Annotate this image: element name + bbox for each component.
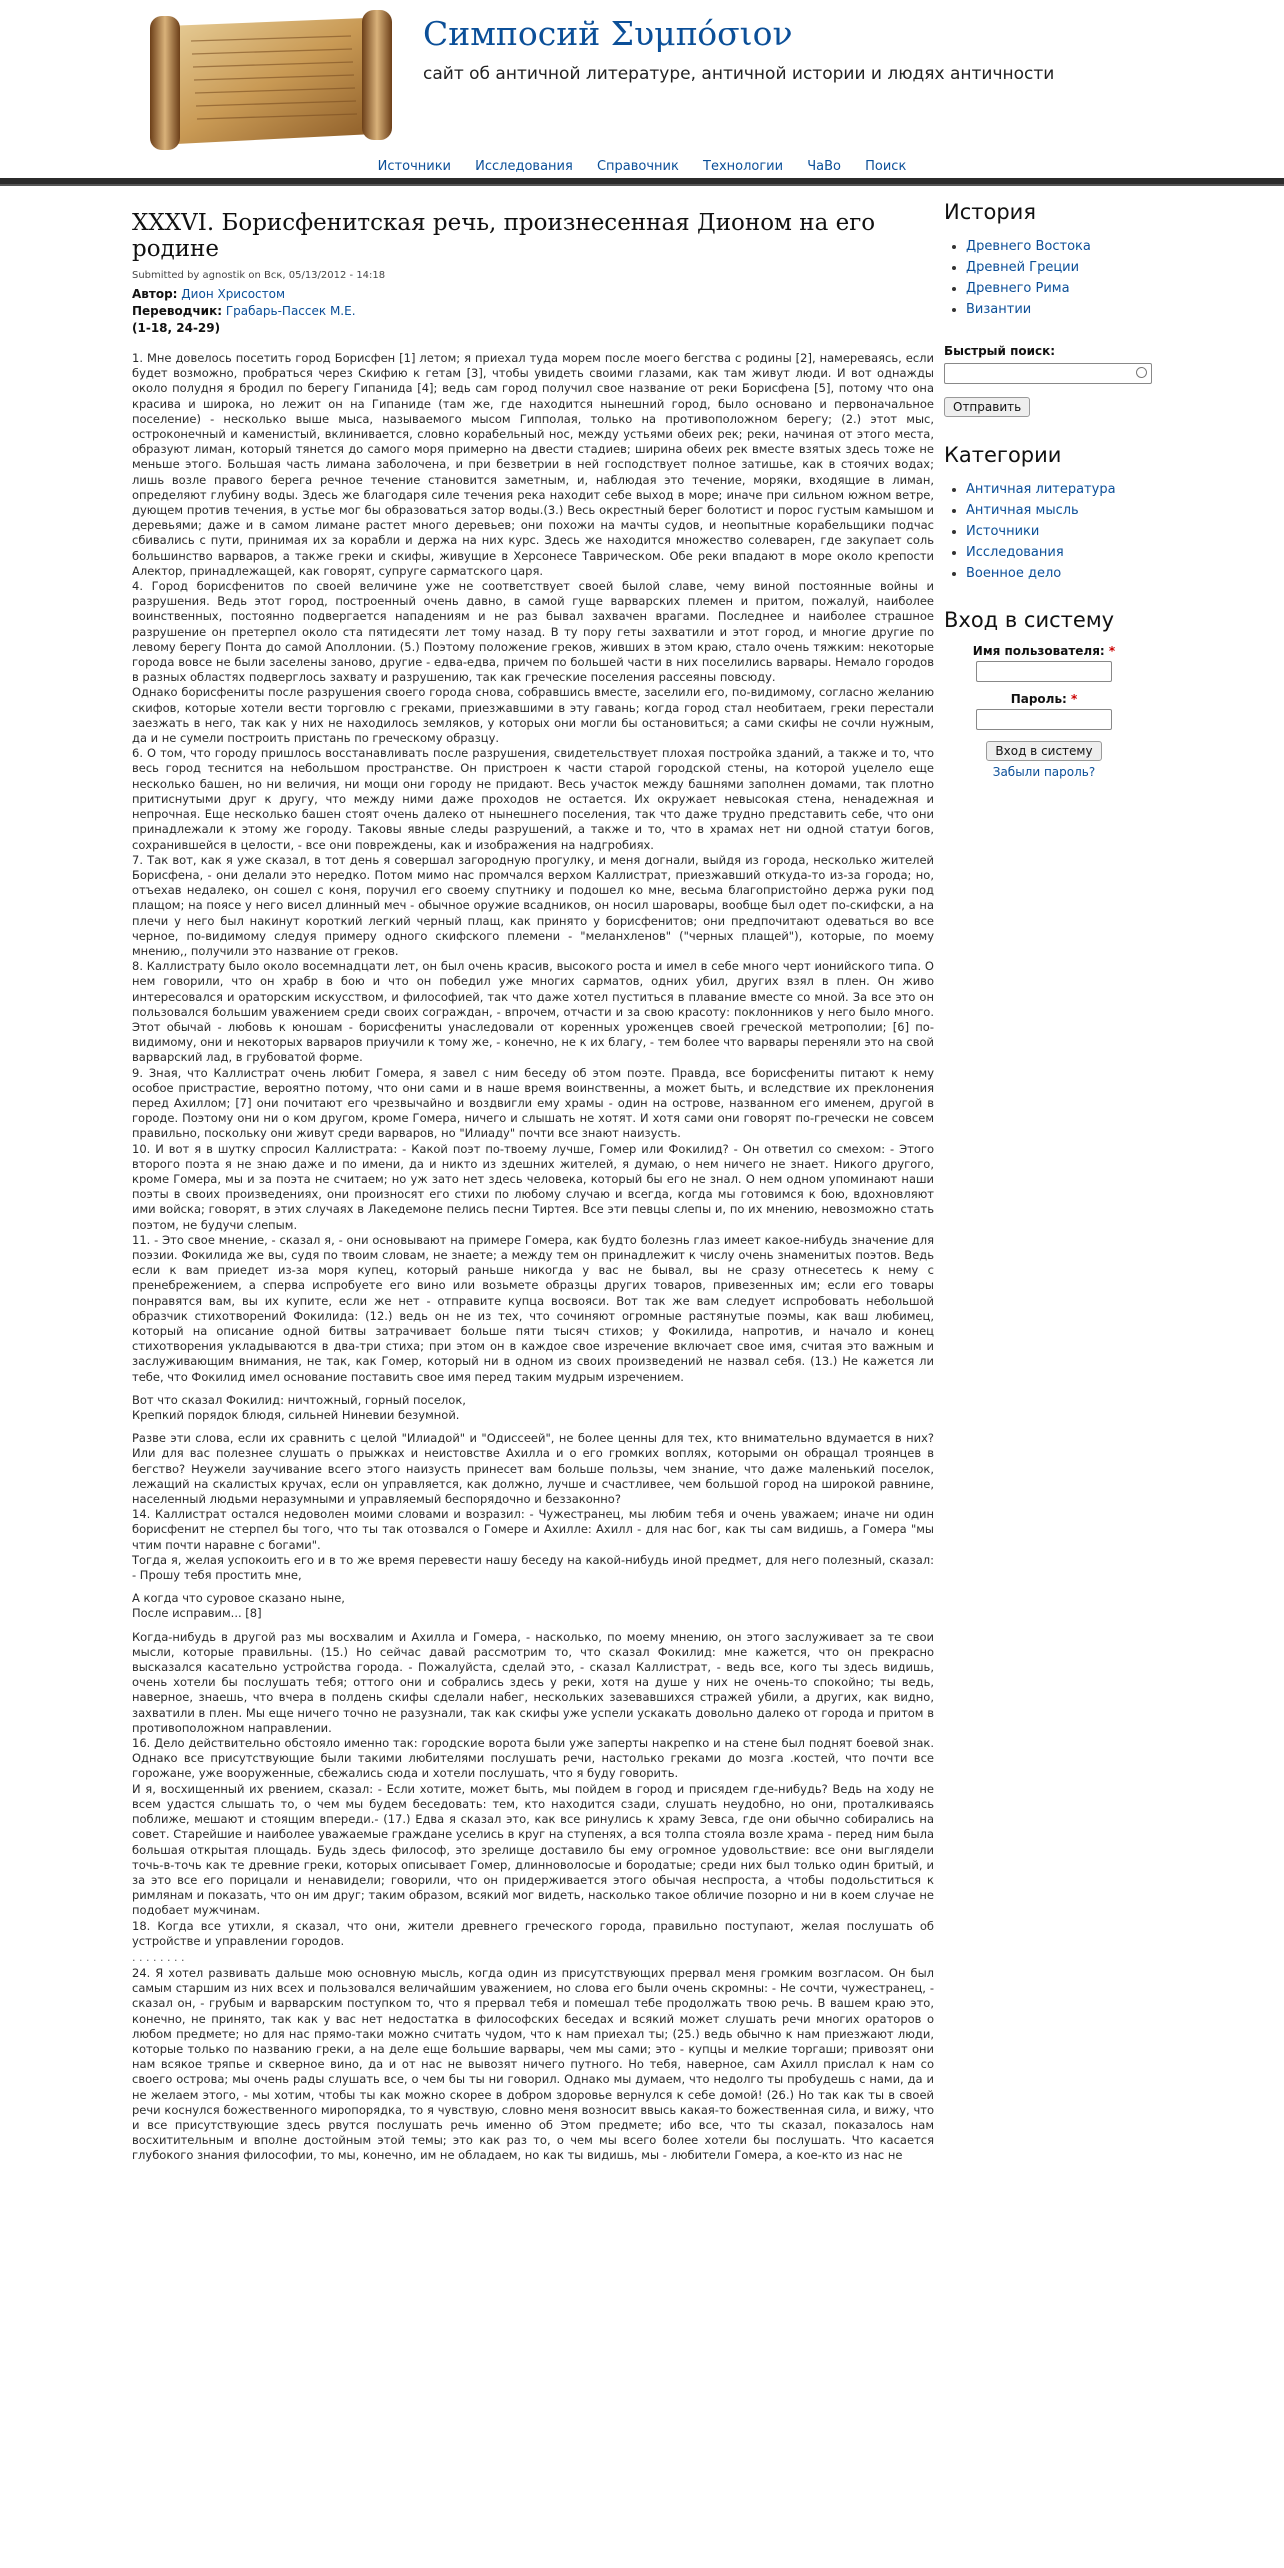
forgot-password-link[interactable]: Забыли пароль? bbox=[992, 764, 1096, 779]
menu-item-research[interactable]: Исследования bbox=[475, 159, 573, 174]
header-divider-bar bbox=[0, 178, 1284, 186]
search-submit-button[interactable]: Отправить bbox=[944, 397, 1030, 417]
category-item-literature[interactable]: Античная литература bbox=[966, 481, 1116, 497]
paragraph: 6. О том, что городу пришлось восстанавливать после разрушения, свидетельствует плохая постройка зданий, а также и то, что весь город теснится на небольшом пространстве. Он пристроен к части старой городской стены, на которой уцелело еще несколько башен, но ни величия, ни мощи они городу не придают. Весь участок между башнями заполнен домами, так плотно притиснутыми друг к другу, что между ними даже проходов не остается. Их окружает невысокая стена, ненадежная и непрочная. Еще несколько башен стоят очень далеко от нынешнего поселения, так что даже трудно представить себе, что они принадлежали к этому же городу. Таковы явные следы разрушений, а также и то, что в храмах нет ни одной статуи богов, сохранившейся в целости, - все они повреждены, как и изображения на надгробиях. bbox=[132, 746, 934, 852]
main-content bbox=[132, 210, 934, 2164]
verse-line: Вот что сказал Фокилид: ничтожный, горный поселок, bbox=[132, 1392, 466, 1407]
menu-item-reference[interactable]: Справочник bbox=[596, 159, 679, 174]
paragraph: 4. Город борисфенитов по своей величине уже не соответствует своей былой славе, чему виной постоянные войны и разрушения. Ведь этот город, построенный очень давно, в самой гуще варварских племен и притом, пожалуй, наиболее воинственных, постоянно подвергается нападениям и не раз бывал захвачен врагами. Последнее и наиболее страшное разрушение он претерпел около ста пятидесяти лет тому назад. В ту пору геты захватили и этот город, и многие другие по левому берегу Понта до самой Аполлонии. (5.) Поэтому положение греков, живших в этом краю, стало очень тяжким: некоторые города вовсе не были заселены заново, другие - едва-едва, причем по большей части в них поселились варвары. Немало городов в разных областях подверглось захвату и разрушению, так как греческие поселения рассеяны повсюду. bbox=[132, 579, 934, 685]
site-slogan: сайт об античной литературе, античной истории и людях античности bbox=[423, 64, 1055, 84]
history-item-greece[interactable]: Древней Греции bbox=[966, 260, 1080, 275]
verse-line: Крепкий порядок блюдя, сильней Ниневии безумной. bbox=[132, 1408, 460, 1423]
required-mark: * bbox=[1108, 643, 1116, 658]
main-menu bbox=[0, 159, 1284, 174]
paragraph: 11. - Это свое мнение, - сказал я, - они основывают на примере Гомера, как будто болезнь глаз имеет какое-нибудь значение для поэзии. Фокилида же вы, судя по твоим словам, не знаете; а между тем он принадлежит к числу очень знаменитых поэтов. Ведь если к вам приедет из-за моря купец, который раньше никогда у вас не бывал, вы не сразу отнесетесь к нему с пренебрежением, а сперва испробуете его вино или возьмете образцы других товаров, привезенных им; если его товары понравятся вам, вы их купите, если же нет - отправите купца восвояси. Вот так же вам следует испробовать небольшой образчик стихотворений Фокилида: (12.) ведь он не из тех, что сочиняют огромные растянутые поэмы, как ваш любимец, который на описание одной битвы затрачивает больше пяти тысяч стихов; у Фокилида, напротив, и начало и конец стихотворения укладываются в два-три стиха; при этом он в каждое свое изречение включает свое имя, считая это важным и заслуживающим внимания, не так, как Гомер, который ни в одном из своих произведений не назвал себя. (13.) Не кажется ли тебе, что Фокилид имел основание поставить свое имя перед таким мудрым изречением. bbox=[132, 1232, 934, 1384]
menu-item-search[interactable]: Поиск bbox=[865, 159, 907, 174]
forgot-password-item bbox=[944, 765, 1144, 779]
submitted-info: Submitted by agnostik on Вск, 05/13/2012 - 14:18 bbox=[132, 270, 386, 281]
paragraph: 9. Зная, что Каллистрат очень любит Гомера, я завел с ним беседу об этом поэте. Правда, все борисфениты питают к нему особое пристрастие, вероятно потому, что они сами и в наше время воинственны, а может быть, и вследствие их преклонения перед Ахиллом; [7] они почитают его чрезвычайно и воздвигли ему храмы - один на острове, названном его именем, другой в городе. Поэтому они ни о ком другом, кроме Гомера, ничего и слышать не хотят. И хотя сами они говорят по-гречески не совсем правильно, поскольку они живут среди варваров, но "Илиаду" почти все знают наизусть. bbox=[132, 1065, 934, 1141]
username-label: Имя пользователя: * bbox=[972, 643, 1116, 658]
category-item-research[interactable]: Исследования bbox=[966, 544, 1064, 560]
verse-line: После исправим... [8] bbox=[132, 1606, 262, 1621]
category-item-thought[interactable]: Античная мысль bbox=[966, 502, 1079, 518]
login-button[interactable]: Вход в систему bbox=[986, 741, 1101, 761]
paragraph: 1. Мне довелось посетить город Борисфен [1] летом; я приехал туда морем после моего бегства с родины [2], намереваясь, если будет возможно, пробраться через Скифию к гетам [3], чтобы увидеть своими глазами, как там живут люди. И вот однажды около полудня я бродил по берегу Гипанида [4]; ведь сам город получил свое название от реки Борисфена [5], потому что она красива и широка, но лежит он на Гипаниде (там же, где находится нынешний город, было основано и первоначальное поселение) - несколько выше мыса, называемого мысом Гипполая, только на противоположном берегу; (2.) этот мыс, остроконечный и каменистый, вклинивается, словно корабельный нос, между устьями обеих рек; реки, начиная от этого места, образуют лиман, который тянется до самого моря примерно на двести стадиев; ширина обеих рек вместе взятых здесь тоже не меньше этого. Большая часть лимана заболочена, и при безветрии в ней господствует полное затишье, как в стоячих водах; лишь возле правого берега речное течение становится заметным, и, наблюдая это течение, моряки, входящие в лиман, определяют глубину воды. Здесь же благодаря силе течения река находит себе выход в море; иначе при сильном южном ветре, дующем против течения, в устье мог бы образоваться затор воды.(3.) Весь окрестный берег болотист и порос густым камышом и деревьями; даже и в самом лимане растет много деревьев; они похожи на мачты судов, и неопытные корабельщики подчас сбивались с пути, принимая их за корабли и держа на них курс. Здесь же находится множество солеварен, где закупает соль большинство варваров, а также греки и скифы, живущие в Херсонесе Таврическом. Обе реки впадают в море около крепости Алектор, принадлежащей, как говорят, супруге сарматского царя. bbox=[132, 351, 934, 578]
password-label: Пароль: * bbox=[1010, 691, 1078, 706]
site-header bbox=[0, 0, 1284, 180]
categories-block-title: Категории bbox=[944, 442, 1062, 467]
paragraph: Когда-нибудь в другой раз мы восхвалим и Ахилла и Гомера, - насколько, по моему мнению, он этого заслуживает за те свои мысли, которые правильны. (15.) Но сейчас давай рассмотрим то, что сказал Фокилид: мне кажется, что он прекрасно высказался касательно устройства города. - Пожалуйста, сделай это, - сказал Каллистрат, - ведь все, кого ты здесь видишь, очень хотели бы послушать тебя; оттого они и собрались здесь у реки, хотя на душе у них не очень-то спокойно; ты ведь, наверное, знаешь, что вчера в полдень скифы сделали набег, нескольких зазевавшихся стражей убили, а других, как видно, захватили в плен. Мы еще ничего точно не разузнали, так как скифы уже успели ускакать довольно далеко от города и притом в противоположном направлении. bbox=[132, 1629, 934, 1735]
article-body bbox=[132, 351, 934, 2164]
omission-dots: . . . . . . . . bbox=[132, 1950, 185, 1964]
history-block-title: История bbox=[944, 200, 1036, 224]
paragraph: Тогда я, желая успокоить его и в то же время перевести нашу беседу на какой-нибудь иной предмет, для него полезный, сказал: - Прошу тебя простить мне, bbox=[132, 1552, 934, 1583]
paragraph: 10. И вот я в шутку спросил Каллистрата: - Какой поэт по-твоему лучше, Гомер или Фокилид? - Он ответил со смехом: - Этого второго поэта я не знаю даже и по имени, да и никто из здешних жителей, я думаю, о нем ничего не знает. Никого другого, кроме Гомера, мы и за поэта не считаем; но уж зато нет здесь человека, который бы его не знал. О нем одном упоминают наши поэты в своих произведениях, они произносят его стихи по любому случаю и всегда, когда мы готовимся к бою, вдохновляют ими войска; говорят, в этих случаях в Лакедемоне пелись песни Тиртея. Все эти певцы слепы и, по их мнению, невозможно стать поэтом, не будучи слепым. bbox=[132, 1141, 934, 1232]
site-name-link[interactable]: Симпосий Συμπόσιον bbox=[423, 14, 793, 53]
page-title: XXXVI. Борисфенитская речь, произнесенная Дионом на его родине bbox=[132, 210, 876, 262]
paragraph: 8. Каллистрату было около восемнадцати лет, он был очень красив, высокого роста и имел в себе много черт ионийского типа. О нем говорили, что он храбр в бою и что он победил уже многих сарматов, одних убил, других взял в плен. Он живо интересовался и ораторским искусством, и философией, так что даже хотел пуститься в плавание вместе со мной. За все это он пользовался большим уважением среди своих сограждан, - впрочем, отчасти и за свою красоту: поклонников у него было много. Этот обычай - любовь к юношам - борисфениты унаследовали от коренных уроженцев своей греческой метрополии; [6] по-видимому, они и некоторых варваров приучили к тому же, - конечно, не к их благу, - тем более что варвары переняли это на свой варварский лад, в грубоватой форме. bbox=[132, 959, 934, 1065]
paragraph: Разве эти слова, если их сравнить с целой "Илиадой" и "Одиссеей", не более ценны для тех, кто внимательно вдумается в них? Или для вас полезнее слушать о прыжках и неистовстве Ахилла и о его громких воплях, которыми он обращал троянцев в бегство? Неужели заучивание всего этого наизусть принесет вам больше пользы, чем знание, что даже маленький поселок, лежащий на скалистых кручах, если он управляется, как должно, лучше и счастливее, чем большой город на широкой равнине, населенный людьми неразумными и управляемый беспорядочно и беззаконно? bbox=[132, 1431, 934, 1507]
quick-search-row bbox=[944, 362, 1152, 384]
paragraph: 14. Каллистрат остался недоволен моими словами и возразил: - Чужестранец, мы любим тебя и очень уважаем; иначе ни один борисфенит не стерпел бы того, что ты так отозвался о Гомере и Ахилле: Ахилл - для нас бог, как ты сам видишь, а Гомера "мы чтим почти наравне с богами". bbox=[132, 1507, 934, 1552]
password-input[interactable] bbox=[976, 709, 1112, 730]
paragraph: И я, восхищенный их рвением, сказал: - Если хотите, может быть, мы пойдем в город и присядем где-нибудь? Ведь на ходу не всем удастся слышать то, о чем мы будем беседовать: тем, кто находится сзади, слушать неудобно, но они, проталкиваясь поближе, мешают и стоящим впереди.- (17.) Едва я сказал это, как все ринулись к храму Зевса, где они обычно собирались на совет. Старейшие и наиболее уважаемые граждане уселись в круг на ступенях, а вся толпа стояла возле храма - перед ним была большая открытая площадь. Будь здесь философ, это зрелище доставило бы ему огромное удовольствие: все они выглядели точь-в-точь как те древние греки, которых описывает Гомер, длинноволосые и бородатые; среди них был только один бритый, и за это все его порицали и ненавидели; говорили, что он придерживается этого обычая неспроста, а чтобы подольститься к римлянам и показать, что он им друг; таким образом, всякий мог видеть, насколько такое обличие позорно и ни в коем случае не подобает мужчинам. bbox=[132, 1781, 934, 1918]
history-item-east[interactable]: Древнего Востока bbox=[966, 239, 1091, 254]
paragraph: 7. Так вот, как я уже сказал, в тот день я совершал загородную прогулку, и меня догнали, выйдя из города, несколько жителей Борисфена, - они делали это нередко. Потом мимо нас промчался верхом Каллистрат, приезжавший откуда-то из-за города; но, отъехав недалеко, он сошел с коня, поручил его своему спутнику и подошел ко мне, весьма благопристойно держа руки под плащом; на поясе у него висел длинный меч - обычное оружие всадников, он носил шаровары, вообще был одет по-скифски, а на плечи у него был накинут короткий легкий черный плащ, как принято у борисфенитов; они предпочитают одеваться во все черное, по-видимому следуя примеру одного скифского племени - "меланхленов" ("черных плащей"), которые, по моему мнению,, получили это название от греков. bbox=[132, 852, 934, 958]
paragraph: Однако борисфениты после разрушения своего города снова, собравшись вместе, заселили его, по-видимому, согласно желанию скифов, которые хотели вести торговлю с греками, приезжавшими в эту гавань; когда город стал необитаем, греки перестали заезжать в него, так как у них не находилось земляков, у которых они могли бы остановиться; а сами скифы не сочли нужным, да и не сумели построить пристань по греческому образцу. bbox=[132, 685, 934, 746]
paragraph: 16. Дело действительно обстояло именно так: городские ворота были уже заперты накрепко и на стене был поднят боевой знак. Однако все присутствующие были такими любителями послушать речи, настолько греками до мозга .костей, что почти все горожане, уже вооруженные, сбежались сюда и хотели послушать, что я буду говорить. bbox=[132, 1736, 934, 1781]
quick-search-label: Быстрый поиск: bbox=[944, 344, 1056, 358]
translator-field bbox=[132, 303, 934, 320]
sidebar bbox=[944, 200, 1144, 779]
categories-list bbox=[944, 479, 1144, 584]
category-item-sources[interactable]: Источники bbox=[966, 523, 1040, 539]
scroll-logo-image[interactable] bbox=[136, 6, 406, 156]
search-spinner-icon bbox=[1136, 367, 1147, 378]
history-item-rome[interactable]: Древнего Рима bbox=[966, 281, 1070, 296]
history-item-byzantium[interactable]: Византии bbox=[966, 302, 1032, 317]
paragraph: 24. Я хотел развивать дальше мою основную мысль, когда один из присутствующих прервал меня громким возгласом. Он был самым старшим из них всех и пользовался величайшим уважением, но слова его были очень скромны: - Не сочти, чужестранец, - сказал он, - грубым и варварским поступком то, что я прервал тебя и помешал тебе продолжать твою речь. В вашем краю это, конечно, не принято, так как у вас нет недостатка в философских беседах и всякий может слушать речи многих ораторов о любом предмете; но для нас прямо-таки можно считать чудом, что к нам приехал ты; (25.) ведь обычно к нам приезжают люди, которые только по названию греки, а на деле еще большие варвары, чем мы сами; это - купцы и мелкие торгаши; привозят они нам всякое тряпье и скверное вино, да и от нас не вывозят ничего путного. Но тебя, наверное, сам Ахилл прислал к нам со своего острова; мы очень рады слушать все, о чем бы ты ни говорил. Однако мы думаем, что недолго ты пробудешь с нами, да и не желаем этого, - мы хотим, чтобы ты как можно скорее в добром здоровье вернулся к себе домой! (26.) Но так как ты в своей речи коснулся божественного миропорядка, то я чувствую, словно меня возносит ввысь какая-то божественная сила, и вижу, что и все присутствующие здесь рвутся послушать речь именно об Этом предмете; ибо все, что ты сказал, показалось нам восхитительным и вполне достойным этой темы; это как раз то, о чем мы всего более хотели бы послушать. Что касается глубокого знания философии, то мы, конечно, им не обладаем, но как ты видишь, мы - любители Гомера, а кое-кто из нас не bbox=[132, 1965, 934, 2163]
username-input[interactable] bbox=[976, 661, 1112, 682]
category-item-military[interactable]: Военное дело bbox=[966, 565, 1062, 581]
paragraph: 18. Когда все утихли, я сказал, что они, жители древнего греческого города, правильно поступают, желая послушать об устройстве и управлении городов. bbox=[132, 1918, 934, 1948]
translator-label: Переводчик: bbox=[132, 304, 223, 318]
login-form bbox=[944, 644, 1144, 779]
login-block-title: Вход в систему bbox=[944, 607, 1115, 632]
quick-search-input[interactable] bbox=[944, 363, 1152, 384]
verse-line: А когда что суровое сказано ныне, bbox=[132, 1591, 345, 1606]
author-label: Автор: bbox=[132, 287, 178, 301]
menu-item-technologies[interactable]: Технологии bbox=[703, 159, 784, 174]
author-link[interactable]: Дион Хрисостом bbox=[181, 287, 286, 301]
author-field bbox=[132, 286, 934, 303]
chapter-range: (1-18, 24-29) bbox=[132, 321, 221, 335]
menu-item-sources[interactable]: Источники bbox=[377, 159, 451, 174]
translator-link[interactable]: Грабарь-Пассек М.Е. bbox=[225, 304, 356, 318]
history-list bbox=[944, 236, 1144, 320]
menu-item-faq[interactable]: ЧаВо bbox=[807, 159, 841, 174]
required-mark: * bbox=[1071, 691, 1078, 706]
